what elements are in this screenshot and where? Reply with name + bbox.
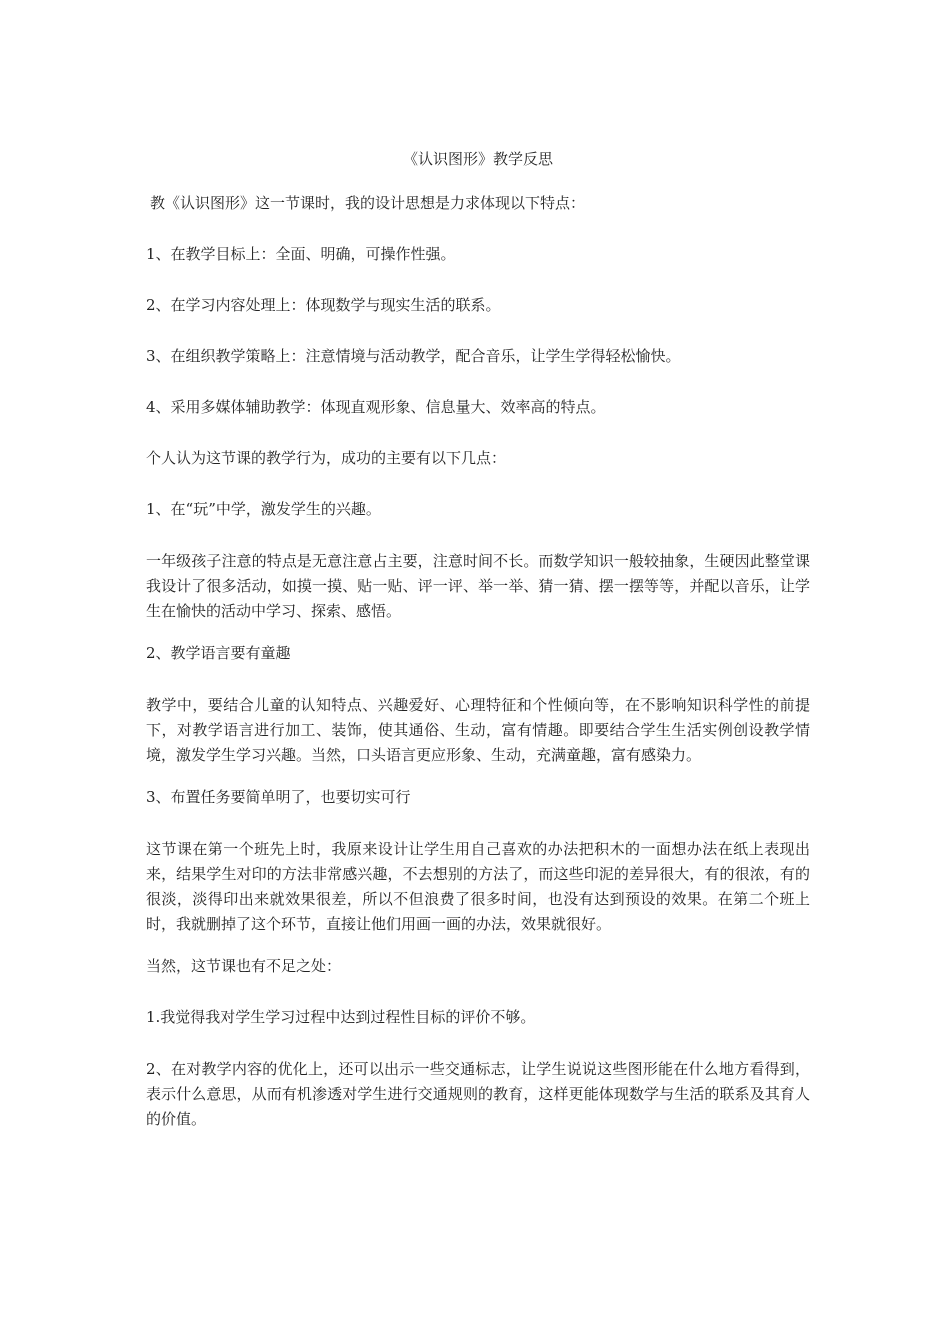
paragraph-feature-2: 2、在学习内容处理上：体现数学与现实生活的联系。 — [146, 296, 501, 314]
paragraph-success-heading-2: 2、教学语言要有童趣 — [146, 644, 291, 662]
paragraph-success-heading-3: 3、布置任务要简单明了，也要切实可行 — [146, 788, 411, 806]
paragraph-feature-3: 3、在组织教学策略上：注意情境与活动教学，配合音乐，让学生学得轻松愉快。 — [146, 347, 681, 365]
paragraph-success-body-3: 这节课在第一个班先上时，我原来设计让学生用自己喜欢的办法把积木的一面想办法在纸上表现出来，结果学生对印的方法非常感兴趣，不去想别的方法了，而这些印泥的差异很大，有的很浓，有的很淡，淡得印出来就效果很差，所以不但浪费了很多时间，也没有达到预设的效果。在第二个班上时，我就删掉了这个环节，直接让他们用画一画的办法，效果就很好。 — [146, 840, 810, 933]
document-title: 《认识图形》教学反思 — [402, 150, 553, 168]
paragraph-feature-4: 4、采用多媒体辅助教学：体现直观形象、信息量大、效率高的特点。 — [146, 398, 606, 416]
paragraph-shortcomings-intro: 当然，这节课也有不足之处： — [146, 957, 342, 975]
paragraph-intro: 教《认识图形》这一节课时，我的设计思想是力求体现以下特点： — [150, 194, 586, 212]
paragraph-success-body-2: 教学中，要结合儿童的认知特点、兴趣爱好、心理特征和个性倾向等，在不影响知识科学性的前提下，对教学语言进行加工、装饰，使其通俗、生动，富有情趣。即要结合学生生活实例创设教学情境，激发学生学习兴趣。当然，口头语言更应形象、生动，充满童趣，富有感染力。 — [146, 696, 810, 764]
paragraph-feature-1: 1、在教学目标上：全面、明确，可操作性强。 — [146, 245, 456, 263]
document-body — [146, 148, 810, 1150]
paragraph-success-body-1: 一年级孩子注意的特点是无意注意占主要，注意时间不长。而数学知识一般较抽象，生硬因此整堂课我设计了很多活动，如摸一摸、贴一贴、评一评、举一举、猜一猜、摆一摆等等，并配以音乐，让学生在愉快的活动中学习、探索、感悟。 — [146, 552, 810, 620]
paragraph-success-heading-1: 1、在“玩”中学，激发学生的兴趣。 — [146, 500, 381, 518]
paragraph-shortcoming-2: 2、在对教学内容的优化上，还可以出示一些交通标志，让学生说说这些图形能在什么地方看得到，表示什么意思，从而有机渗透对学生进行交通规则的教育，这样更能体现数学与生活的联系及其育人的价值。 — [146, 1060, 810, 1128]
paragraph-shortcoming-1: 1.我觉得我对学生学习过程中达到过程性目标的评价不够。 — [146, 1008, 536, 1026]
paragraph-success-intro: 个人认为这节课的教学行为，成功的主要有以下几点： — [146, 449, 507, 467]
